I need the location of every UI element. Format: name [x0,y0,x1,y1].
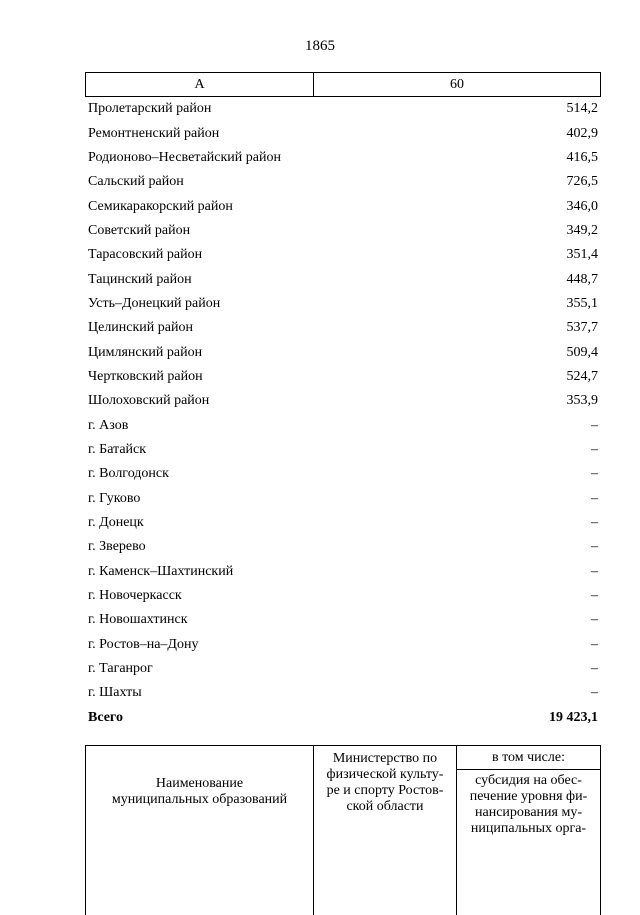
row-name: Тарасовский район [88,247,203,263]
page-number: 1865 [305,38,335,54]
data-rows [88,97,598,730]
row-value: 524,7 [566,368,598,384]
row-name: Целинский район [88,320,193,336]
bottom-col-including [457,746,600,915]
header-col-a: А [86,73,314,96]
row-value: – [591,490,598,506]
table-row [88,462,598,486]
table-row [88,438,598,462]
header-col-60: 60 [450,76,464,92]
row-name: г. Донецк [88,515,144,531]
bottom-col-municipal [86,746,314,915]
row-name: г. Батайск [88,441,147,457]
row-name: г. Новочеркасск [88,588,182,604]
table-row [88,292,598,316]
row-value: 346,0 [566,198,598,214]
row-value: 509,4 [566,344,598,360]
row-value: 514,2 [566,101,598,117]
bottom-table-header [85,745,601,915]
table-row [88,97,598,121]
row-name: г. Таганрог [88,661,153,677]
table-row [88,243,598,267]
row-name: Чертковский район [88,368,203,384]
table-row [88,365,598,389]
row-value: 351,4 [566,247,598,263]
row-name: Семикаракорский район [88,198,233,214]
table-row [88,487,598,511]
row-name: Тацинский район [88,271,192,287]
total-label: Всего [88,709,123,725]
table-row [88,389,598,413]
row-value: – [591,515,598,531]
table-row [88,316,598,340]
table-row [88,535,598,559]
total-value: 19 423,1 [549,709,598,725]
row-value: – [591,685,598,701]
table-row [88,633,598,657]
row-name: г. Азов [88,417,129,433]
row-value: – [591,563,598,579]
row-value: 349,2 [566,222,598,238]
row-value: – [591,612,598,628]
table-row [88,657,598,681]
table-row [88,219,598,243]
row-name: Сальский район [88,174,184,190]
bottom-col-ministry [314,746,457,915]
table-row [88,413,598,437]
bottom-col-including-label: в том числе: [457,746,600,770]
row-value: 416,5 [566,149,598,165]
table-row [88,170,598,194]
bottom-col-ministry-label: Министерство по физической культу- ре и спорту Ростов- ской области [326,751,444,814]
row-name: Шолоховский район [88,393,210,409]
table-row [88,511,598,535]
total-row [88,706,598,730]
row-name: г. Шахты [88,685,142,701]
row-name: Советский район [88,222,191,238]
row-value: – [591,441,598,457]
table-row [88,194,598,218]
table-row [88,146,598,170]
row-value: – [591,636,598,652]
row-value: – [591,661,598,677]
row-name: Родионово–Несветайский район [88,149,281,165]
row-value: 402,9 [566,125,598,141]
row-name: Ремонтненский район [88,125,220,141]
table-row [88,608,598,632]
row-value: 448,7 [566,271,598,287]
row-name: г. Зверево [88,539,146,555]
table-row [88,121,598,145]
table-row [88,267,598,291]
table-row [88,584,598,608]
row-value: 355,1 [566,295,598,311]
bottom-col-subsidy-label: субсидия на обес- печение уровня фи- нансирования му- ниципальных орга- [469,773,588,836]
row-name: Усть–Донецкий район [88,295,221,311]
row-name: г. Новошахтинск [88,612,188,628]
row-name: Цимлянский район [88,344,203,360]
row-name: г. Ростов–на–Дону [88,636,199,652]
table-row [88,560,598,584]
bottom-col-municipal-label: Наименование муниципальных образований [111,776,288,807]
row-name: г. Каменск–Шахтинский [88,563,234,579]
row-name: г. Гуково [88,490,141,506]
table-header [85,72,601,97]
row-value: – [591,417,598,433]
row-value: 726,5 [566,174,598,190]
row-value: 353,9 [566,393,598,409]
table-row [88,681,598,705]
row-name: Пролетарский район [88,101,212,117]
row-name: г. Волгодонск [88,466,169,482]
row-value: – [591,466,598,482]
row-value: 537,7 [566,320,598,336]
row-value: – [591,539,598,555]
table-row [88,340,598,364]
row-value: – [591,588,598,604]
